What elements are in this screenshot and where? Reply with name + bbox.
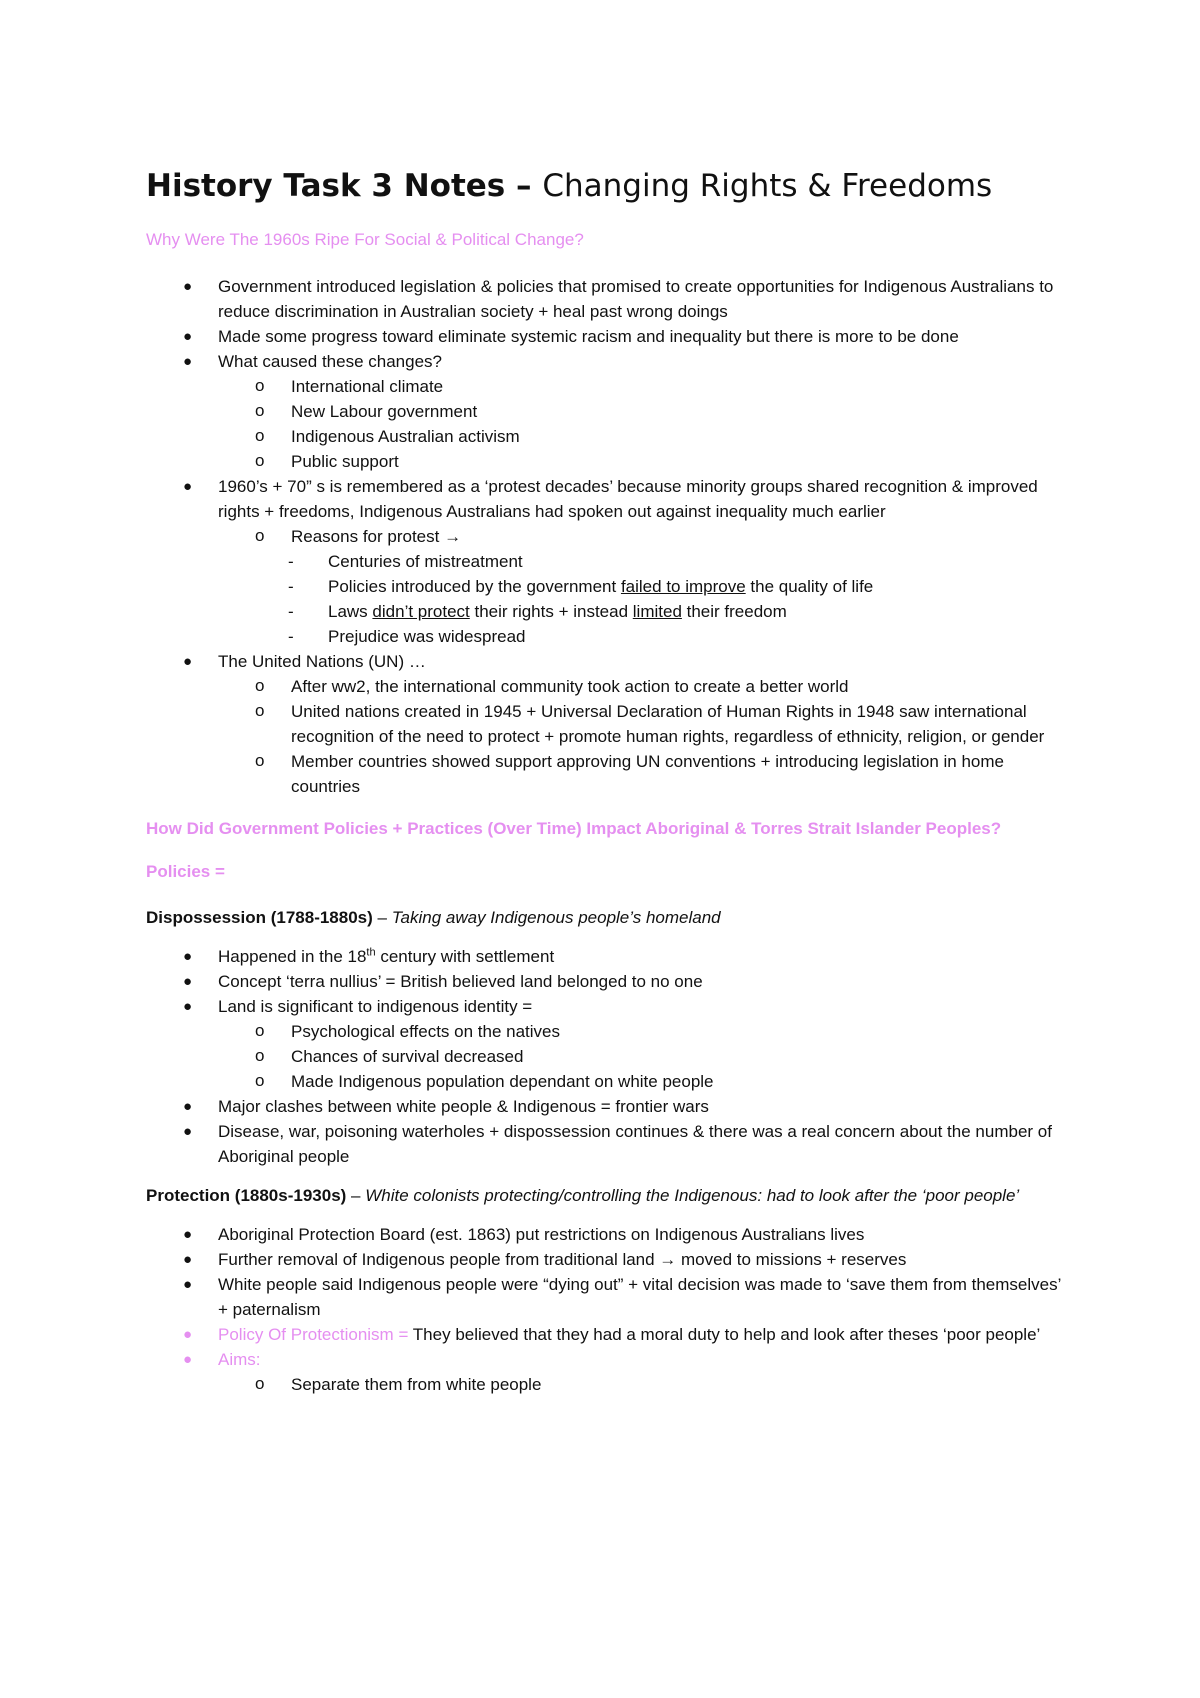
sub-list-item: o After ww2, the international community took action to create a better world xyxy=(146,674,1066,699)
bullet-icon: ● xyxy=(183,1226,193,1244)
circle-bullet-icon: o xyxy=(255,425,265,445)
dispossession-heading: Dispossession (1788-1880s) – Taking away Indigenous people’s homeland xyxy=(146,908,721,928)
document-content xyxy=(146,168,1066,1397)
list-item: ● 1960’s + 70” s is remembered as a ‘protest decades’ because minority groups shared recognition & improved rights + freedoms, Indigenous Australians had spoken out against inequality much earlier xyxy=(146,474,1066,524)
list-protection xyxy=(146,1222,1066,1397)
bullet-icon: ● xyxy=(183,1326,193,1344)
list-item: ● Major clashes between white people & Indigenous = frontier wars xyxy=(146,1094,1066,1119)
page-title xyxy=(146,168,1066,205)
sub-list-item: o Public support xyxy=(146,449,1066,474)
list-item: ● The United Nations (UN) … xyxy=(146,649,1066,674)
circle-bullet-icon: o xyxy=(255,700,265,720)
sub-list-item: o Member countries showed support approving UN conventions + introducing legislation in home countries xyxy=(146,749,1066,799)
circle-bullet-icon: o xyxy=(255,675,265,695)
dash-list-item: - Prejudice was widespread xyxy=(146,624,1066,649)
bullet-icon: ● xyxy=(183,998,193,1016)
circle-bullet-icon: o xyxy=(255,450,265,470)
bullet-icon: ● xyxy=(183,948,193,966)
title-main: History Task 3 Notes – xyxy=(146,168,543,204)
dash-icon: - xyxy=(288,551,294,571)
sub-list-item: o Separate them from white people xyxy=(146,1372,1066,1397)
circle-bullet-icon: o xyxy=(255,525,265,545)
list-item: ● Further removal of Indigenous people from traditional land → moved to missions + reserves xyxy=(146,1247,1066,1272)
list-item: ● What caused these changes? xyxy=(146,349,1066,374)
sub-list-item: o United nations created in 1945 + Universal Declaration of Human Rights in 1948 saw international recognition of the need to protect + promote human rights, regardless of ethnicity, religion, or gender xyxy=(146,699,1066,749)
list-item: ● Policy Of Protectionism = They believed that they had a moral duty to help and look after theses ‘poor people’ xyxy=(146,1322,1066,1347)
section-heading-1960s: Why Were The 1960s Ripe For Social & Political Change? xyxy=(146,230,584,250)
dash-icon: - xyxy=(288,576,294,596)
dash-icon: - xyxy=(288,601,294,621)
list-item: ● Government introduced legislation & policies that promised to create opportunities for Indigenous Australians to reduce discrimination in Australian society + heal past wrong doings xyxy=(146,274,1066,324)
section-heading-policies-impact: How Did Government Policies + Practices (Over Time) Impact Aboriginal & Torres Strait Islander Peoples? xyxy=(146,818,1002,838)
list-1960s-change xyxy=(146,274,1066,799)
sub-list-item: o Made Indigenous population dependant on white people xyxy=(146,1069,1066,1094)
circle-bullet-icon: o xyxy=(255,1046,265,1066)
list-item: ● Made some progress toward eliminate systemic racism and inequality but there is more to be done xyxy=(146,324,1066,349)
bullet-icon: ● xyxy=(183,1098,193,1116)
list-item: ● Land is significant to indigenous identity = xyxy=(146,994,1066,1019)
dash-list-item: - Centuries of mistreatment xyxy=(146,549,1066,574)
sub-list-item: o New Labour government xyxy=(146,399,1066,424)
circle-bullet-icon: o xyxy=(255,1374,265,1394)
circle-bullet-icon: o xyxy=(255,400,265,420)
list-dispossession xyxy=(146,944,1066,1169)
sub-list-item: o International climate xyxy=(146,374,1066,399)
circle-bullet-icon: o xyxy=(255,750,265,770)
list-item: ● Happened in the 18th century with settlement xyxy=(146,944,1066,969)
section-heading-policies: Policies = xyxy=(146,861,225,881)
sub-list-item: o Psychological effects on the natives xyxy=(146,1019,1066,1044)
bullet-icon: ● xyxy=(183,652,193,670)
dash-list-item: - Laws didn’t protect their rights + instead limited their freedom xyxy=(146,599,1066,624)
bullet-icon: ● xyxy=(183,277,193,295)
list-item: ● Aboriginal Protection Board (est. 1863) put restrictions on Indigenous Australians lives xyxy=(146,1222,1066,1247)
bullet-icon: ● xyxy=(183,1123,193,1141)
list-item: ● Disease, war, poisoning waterholes + dispossession continues & there was a real concern about the number of Aboriginal people xyxy=(146,1119,1066,1169)
bullet-icon: ● xyxy=(183,327,193,345)
title-subtitle: Changing Rights & Freedoms xyxy=(542,168,993,204)
dash-list-item: - Policies introduced by the government failed to improve the quality of life xyxy=(146,574,1066,599)
bullet-icon: ● xyxy=(183,1251,193,1269)
bullet-icon: ● xyxy=(183,1276,193,1294)
dash-icon: - xyxy=(288,626,294,646)
sub-list-item: o Indigenous Australian activism xyxy=(146,424,1066,449)
circle-bullet-icon: o xyxy=(255,1071,265,1091)
list-item: ● White people said Indigenous people were “dying out” + vital decision was made to ‘save them from themselves’ + paternalism xyxy=(146,1272,1066,1322)
protection-heading: Protection (1880s-1930s) – White colonists protecting/controlling the Indigenous: had to look after the ‘poor people’ xyxy=(146,1186,1020,1206)
list-item: ● Aims: xyxy=(146,1347,1066,1372)
bullet-icon: ● xyxy=(183,352,193,370)
bullet-icon: ● xyxy=(183,1351,193,1369)
circle-bullet-icon: o xyxy=(255,1021,265,1041)
bullet-icon: ● xyxy=(183,477,193,495)
circle-bullet-icon: o xyxy=(255,375,265,395)
list-item: ● Concept ‘terra nullius’ = British believed land belonged to no one xyxy=(146,969,1066,994)
sub-list-item: o Reasons for protest → xyxy=(146,524,1066,549)
bullet-icon: ● xyxy=(183,973,193,991)
sub-list-item: o Chances of survival decreased xyxy=(146,1044,1066,1069)
